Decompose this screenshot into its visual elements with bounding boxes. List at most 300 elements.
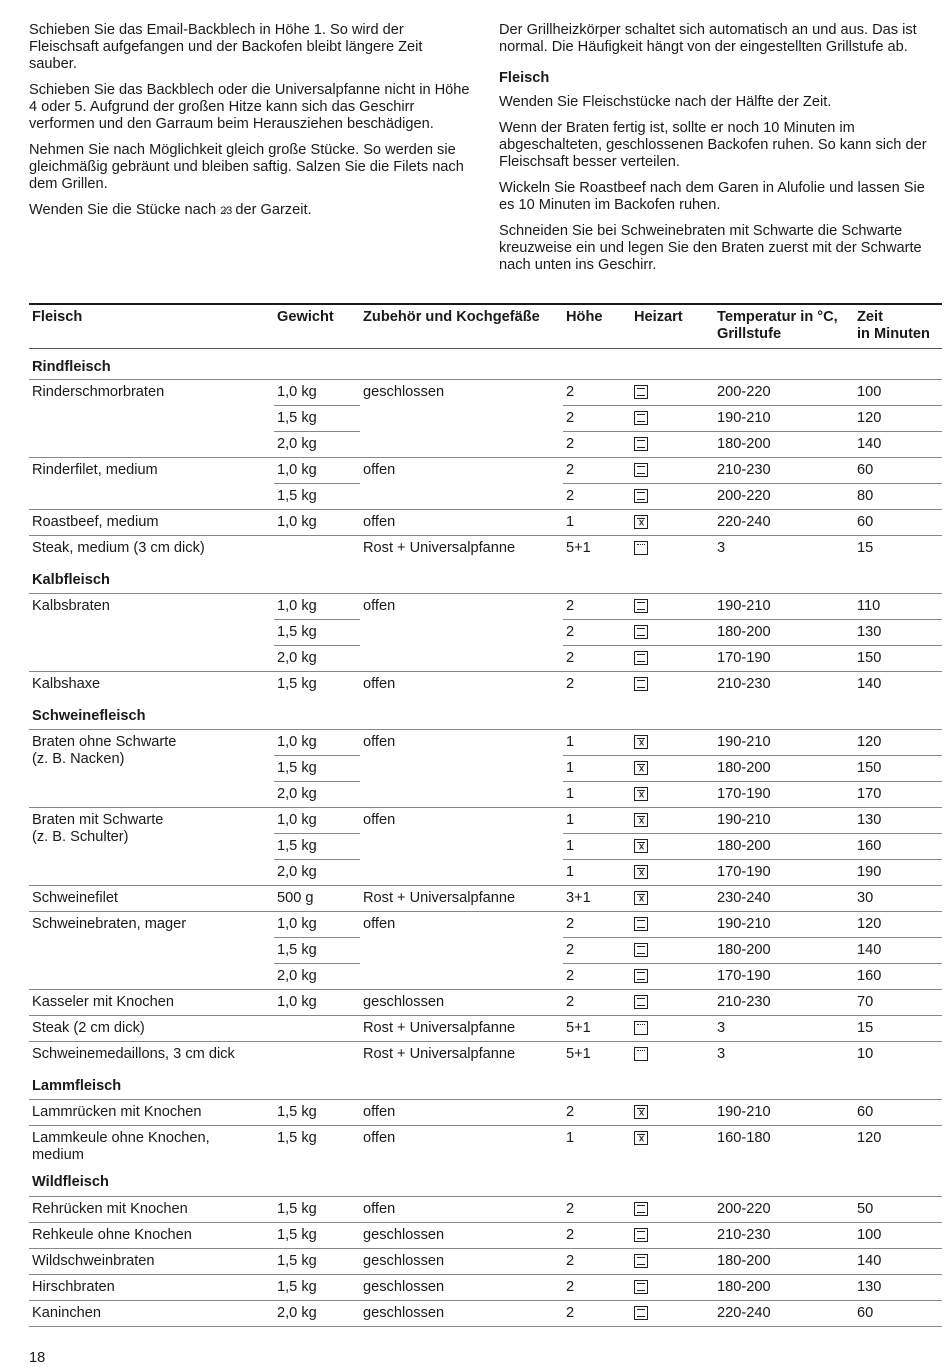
table-row <box>29 912 942 938</box>
level-cell: 2 <box>563 458 631 484</box>
temperature-cell: 3 <box>714 1042 854 1068</box>
weight-cell: 2,0 kg <box>274 782 360 808</box>
level-cell: 2 <box>563 964 631 990</box>
accessory-cell: geschlossen <box>360 1222 563 1248</box>
section-title: Kalbfleisch <box>29 562 942 594</box>
time-cell: 120 <box>857 734 882 750</box>
time-cell: 30 <box>854 886 942 912</box>
table-row <box>29 730 942 756</box>
temperature-cell: 170-190 <box>714 964 854 990</box>
ober-unterhitze-icon <box>634 1228 648 1242</box>
weight-cell: 1,5 kg <box>274 1126 360 1165</box>
meat-name-line: Steak (2 cm dick) <box>32 1020 145 1036</box>
meat-name-line: Braten mit Schwarte <box>32 812 164 828</box>
left-paragraph-3: Nehmen Sie nach Möglichkeit gleich große Stücke. So werden sie gleichmäßig gebräunt und bleiben saftig. Salzen Sie die Filets nach dem Grillen. <box>29 142 464 192</box>
level-cell: 1 <box>563 1126 631 1165</box>
table-row <box>29 990 942 1016</box>
heating-mode-cell <box>631 1300 714 1326</box>
time-cell: 120 <box>854 912 942 938</box>
section-title: Wildfleisch <box>29 1164 942 1196</box>
meat-name <box>29 912 274 990</box>
level-cell: 2 <box>563 912 631 938</box>
temperature-cell: 180-200 <box>714 834 854 860</box>
meat-name-line: Roastbeef, medium <box>32 514 159 530</box>
accessory-cell: Rost + Universalpfanne <box>360 1016 563 1042</box>
ober-unterhitze-icon <box>634 625 648 639</box>
heissluft-grillen-icon <box>634 813 648 827</box>
ober-unterhitze-icon <box>634 599 648 613</box>
turn-text-start: Wenden Sie die Stücke nach <box>29 202 221 218</box>
weight-cell: 1,5 kg <box>274 484 360 510</box>
level-cell: 2 <box>566 1200 575 1217</box>
time-cell: 190 <box>854 860 942 886</box>
meat-name-line: Kaninchen <box>32 1304 101 1321</box>
time-cell: 160 <box>854 834 942 860</box>
header-heizart: Heizart <box>631 304 714 349</box>
temperature-cell: 180-200 <box>714 1248 854 1274</box>
table-row <box>29 1016 942 1042</box>
turn-text-end: der Garzeit. <box>231 202 312 218</box>
grill-icon <box>634 541 648 555</box>
meat-name <box>29 1274 274 1300</box>
time-cell: 150 <box>854 756 942 782</box>
heating-mode-cell <box>631 672 714 698</box>
right-paragraph-3: Wickeln Sie Roastbeef nach dem Garen in Alufolie und lassen Sie es 10 Minuten im Backofen ruhen. <box>499 180 925 213</box>
weight-cell: 1,0 kg <box>274 990 360 1016</box>
level-cell: 2 <box>563 1222 631 1248</box>
meat-name-line: Schweinemedaillons, 3 cm dick <box>32 1046 235 1062</box>
meat-cooking-table <box>29 303 942 1327</box>
level-cell: 2 <box>563 406 631 432</box>
level-cell: 1 <box>563 808 631 834</box>
header-temperatur-line2: Grillstufe <box>717 326 782 342</box>
temperature-cell: 190-210 <box>717 598 771 614</box>
section-row <box>29 349 942 380</box>
table-row <box>29 1196 942 1222</box>
left-paragraph-2: Schieben Sie das Backblech oder die Universalpfanne nicht in Höhe 4 oder 5. Aufgrund der großen Hitze kann sich das Geschirr verformen und den Garraum beim Herausziehen beschädigen. <box>29 82 470 132</box>
section-row <box>29 562 942 594</box>
meat-name <box>29 990 274 1016</box>
heissluft-grillen-icon <box>634 839 648 853</box>
temperature-cell: 220-240 <box>714 510 854 536</box>
level-cell: 2 <box>563 1274 631 1300</box>
ober-unterhitze-icon <box>634 917 648 931</box>
meat-name <box>29 1126 274 1165</box>
accessory-cell: Rost + Universalpfanne <box>360 1042 563 1068</box>
temperature-cell: 210-230 <box>714 1222 854 1248</box>
temperature-cell: 170-190 <box>714 860 854 886</box>
meat-name <box>29 1300 274 1326</box>
table-row <box>29 1222 942 1248</box>
heating-mode-cell <box>631 620 714 646</box>
weight-cell: 1,0 kg <box>274 510 360 536</box>
weight-cell: 2,0 kg <box>274 432 360 458</box>
level-cell: 5+1 <box>563 536 631 562</box>
table-row <box>29 1126 942 1165</box>
heissluft-grillen-icon <box>634 761 648 775</box>
time-cell: 120 <box>854 406 942 432</box>
level-cell: 2 <box>563 620 631 646</box>
section-row <box>29 698 942 730</box>
time-cell: 60 <box>854 458 942 484</box>
accessory-cell: Rost + Universalpfanne <box>360 536 563 562</box>
ober-unterhitze-icon <box>634 677 648 691</box>
heating-mode-cell <box>631 860 714 886</box>
accessory-cell: offen <box>360 912 563 990</box>
time-cell: 70 <box>854 990 942 1016</box>
time-cell: 140 <box>854 938 942 964</box>
temperature-cell: 210-230 <box>714 458 854 484</box>
heating-mode-cell <box>631 594 714 620</box>
level-cell: 2 <box>566 1104 575 1120</box>
level-cell: 1 <box>566 734 575 750</box>
level-cell: 5+1 <box>563 1016 631 1042</box>
section-title: Schweinefleisch <box>29 698 942 730</box>
heating-mode-cell <box>631 406 714 432</box>
heating-mode-cell <box>631 1126 714 1165</box>
time-cell: 60 <box>854 510 942 536</box>
accessory-cell: offen <box>363 1200 396 1217</box>
level-cell: 2 <box>566 384 575 400</box>
heating-mode-cell <box>631 1222 714 1248</box>
heating-mode-cell <box>631 808 714 834</box>
header-temperatur-line1: Temperatur in °C, <box>717 309 838 325</box>
weight-cell: 1,0 kg <box>274 912 360 938</box>
right-intro-paragraph: Der Grillheizkörper schaltet sich automatisch an und aus. Das ist normal. Die Häufigkeit hängt von der eingestellten Grillstufe ab. <box>499 22 917 55</box>
right-paragraph-4: Schneiden Sie bei Schweinebraten mit Schwarte die Schwarte kreuzweise ein und legen Sie den Braten zuerst mit der Schwarte nach unten ins Geschirr. <box>499 223 922 273</box>
level-cell: 2 <box>563 484 631 510</box>
weight-cell: 500 g <box>274 886 360 912</box>
weight-cell: 1,5 kg <box>274 1222 360 1248</box>
level-cell: 2 <box>563 1248 631 1274</box>
section-row <box>29 1068 942 1100</box>
time-cell: 140 <box>854 672 942 698</box>
weight-cell <box>274 536 360 562</box>
temperature-cell: 200-220 <box>717 384 771 400</box>
weight-cell <box>274 1016 360 1042</box>
header-zeit <box>854 304 942 349</box>
weight-cell: 1,5 kg <box>277 1200 317 1217</box>
weight-cell: 1,0 kg <box>277 384 317 400</box>
accessory-cell: offen <box>363 734 396 750</box>
heating-mode-cell <box>631 458 714 484</box>
ober-unterhitze-icon <box>634 385 648 399</box>
right-paragraph-2: Wenn der Braten fertig ist, sollte er noch 10 Minuten im abgeschalteten, geschlossenen Backofen ruhen. So kann sich der Fleischsaft besser verteilen. <box>499 120 927 170</box>
heating-mode-cell <box>631 1042 714 1068</box>
weight-cell: 1,5 kg <box>274 756 360 782</box>
heating-mode-cell <box>631 912 714 938</box>
weight-cell: 1,0 kg <box>277 598 317 614</box>
heating-mode-cell <box>631 432 714 458</box>
section-row <box>29 1164 942 1196</box>
weight-cell: 1,5 kg <box>274 1274 360 1300</box>
accessory-cell: geschlossen <box>360 990 563 1016</box>
accessory-cell: geschlossen <box>360 1300 563 1326</box>
weight-cell: 1,5 kg <box>274 834 360 860</box>
time-cell: 170 <box>854 782 942 808</box>
meat-name <box>29 1222 274 1248</box>
meat-name <box>29 730 274 808</box>
ober-unterhitze-icon <box>634 1280 648 1294</box>
meat-name <box>29 1100 274 1126</box>
ober-unterhitze-icon <box>634 969 648 983</box>
temperature-cell: 190-210 <box>717 1104 771 1120</box>
meat-name-line: Kasseler mit Knochen <box>32 994 174 1010</box>
right-text-column <box>499 22 941 283</box>
heating-mode-cell <box>631 886 714 912</box>
temperature-cell: 190-210 <box>717 734 771 750</box>
header-gewicht: Gewicht <box>274 304 360 349</box>
level-cell: 2 <box>563 990 631 1016</box>
time-cell: 140 <box>854 432 942 458</box>
time-cell: 100 <box>857 384 882 400</box>
temperature-cell: 180-200 <box>714 756 854 782</box>
meat-name-line: Rehkeule ohne Knochen <box>32 1226 192 1243</box>
weight-cell: 1,5 kg <box>274 406 360 432</box>
weight-cell: 1,5 kg <box>277 1104 317 1120</box>
weight-cell: 1,0 kg <box>274 458 360 484</box>
ober-unterhitze-icon <box>634 463 648 477</box>
header-zeit-line1: Zeit <box>857 309 883 325</box>
heating-mode-cell <box>631 756 714 782</box>
temperature-cell: 200-220 <box>717 1200 771 1217</box>
heating-mode-cell <box>631 484 714 510</box>
weight-cell: 2,0 kg <box>274 860 360 886</box>
meat-name-line: Schweinefilet <box>32 890 118 906</box>
heissluft-grillen-icon <box>634 1131 648 1145</box>
heating-mode-cell <box>631 1016 714 1042</box>
heating-mode-cell <box>631 380 714 406</box>
meat-name-line: (z. B. Nacken) <box>32 751 125 767</box>
ober-unterhitze-icon <box>634 1254 648 1268</box>
accessory-cell: offen <box>360 510 563 536</box>
accessory-cell: offen <box>360 672 563 698</box>
heating-mode-cell <box>631 1274 714 1300</box>
weight-cell: 2,0 kg <box>274 964 360 990</box>
table-row <box>29 594 942 620</box>
meat-name <box>29 458 274 510</box>
heissluft-grillen-icon <box>634 1105 648 1119</box>
weight-cell: 2,0 kg <box>274 1300 360 1326</box>
header-temperatur <box>714 304 854 349</box>
ober-unterhitze-icon <box>634 995 648 1009</box>
table-row <box>29 808 942 834</box>
level-cell: 1 <box>563 834 631 860</box>
heissluft-grillen-icon <box>634 891 648 905</box>
ober-unterhitze-icon <box>634 437 648 451</box>
heating-mode-cell <box>631 510 714 536</box>
temperature-cell: 200-220 <box>714 484 854 510</box>
accessory-cell: offen <box>360 458 563 510</box>
time-cell: 100 <box>854 1222 942 1248</box>
accessory-cell: Rost + Universalpfanne <box>360 886 563 912</box>
section-title: Rindfleisch <box>29 349 942 380</box>
heissluft-grillen-icon <box>634 735 648 749</box>
weight-cell: 2,0 kg <box>274 646 360 672</box>
meat-name <box>29 672 274 698</box>
temperature-cell: 180-200 <box>714 938 854 964</box>
meat-name <box>29 808 274 886</box>
table-row <box>29 380 942 406</box>
table-row <box>29 886 942 912</box>
time-cell: 60 <box>857 1104 874 1120</box>
table-body <box>29 349 942 1327</box>
temperature-cell: 230-240 <box>714 886 854 912</box>
header-zeit-line2: in Minuten <box>857 326 930 342</box>
heating-mode-cell <box>631 1248 714 1274</box>
meat-name-line: Kalbshaxe <box>32 676 101 692</box>
ober-unterhitze-icon <box>634 943 648 957</box>
accessory-cell: geschlossen <box>360 1274 563 1300</box>
weight-cell: 1,5 kg <box>274 1248 360 1274</box>
weight-cell <box>274 1042 360 1068</box>
temperature-cell: 210-230 <box>714 672 854 698</box>
table-row <box>29 1248 942 1274</box>
level-cell: 5+1 <box>563 1042 631 1068</box>
accessory-cell: geschlossen <box>360 1248 563 1274</box>
grill-icon <box>634 1047 648 1061</box>
meat-name-line: Rinderfilet, medium <box>32 462 158 478</box>
temperature-cell: 190-210 <box>714 808 854 834</box>
time-cell: 130 <box>854 808 942 834</box>
heating-mode-cell <box>631 730 714 756</box>
ober-unterhitze-icon <box>634 1306 648 1320</box>
section-title: Lammfleisch <box>29 1068 942 1100</box>
meat-name-line: Braten ohne Schwarte <box>32 734 177 750</box>
meat-name-line: Steak, medium (3 cm dick) <box>32 540 205 556</box>
time-cell: 50 <box>857 1200 874 1217</box>
temperature-cell: 180-200 <box>714 432 854 458</box>
time-cell: 110 <box>857 598 881 614</box>
level-cell: 1 <box>563 756 631 782</box>
heating-mode-cell <box>631 964 714 990</box>
table-row <box>29 1274 942 1300</box>
left-paragraph-4 <box>29 202 471 220</box>
time-cell: 130 <box>854 620 942 646</box>
header-fleisch: Fleisch <box>29 304 274 349</box>
time-cell: 15 <box>854 1016 942 1042</box>
ober-unterhitze-icon <box>634 651 648 665</box>
meat-name <box>29 1248 274 1274</box>
accessory-cell: geschlossen <box>363 384 445 400</box>
meat-name-line: Kalbsbraten <box>32 598 110 614</box>
temperature-cell: 210-230 <box>714 990 854 1016</box>
grill-icon <box>634 1021 648 1035</box>
meat-name-line: (z. B. Schulter) <box>32 829 129 845</box>
meat-name-line: Wildschweinbraten <box>32 1252 155 1269</box>
meat-name-line: Rinderschmorbraten <box>32 384 165 400</box>
table-row <box>29 1300 942 1326</box>
temperature-cell: 180-200 <box>714 1274 854 1300</box>
accessory-cell: offen <box>363 1104 396 1120</box>
heating-mode-cell <box>631 1196 714 1222</box>
weight-cell: 1,5 kg <box>274 938 360 964</box>
time-cell: 15 <box>854 536 942 562</box>
level-cell: 2 <box>563 646 631 672</box>
level-cell: 3+1 <box>563 886 631 912</box>
table-row <box>29 672 942 698</box>
time-cell: 10 <box>854 1042 942 1068</box>
fleisch-heading: Fleisch <box>499 70 550 86</box>
heating-mode-cell <box>631 990 714 1016</box>
heissluft-grillen-icon <box>634 515 648 529</box>
weight-cell: 1,5 kg <box>274 620 360 646</box>
heissluft-grillen-icon <box>634 865 648 879</box>
temperature-cell: 190-210 <box>714 912 854 938</box>
table-row <box>29 536 942 562</box>
temperature-cell: 3 <box>714 536 854 562</box>
left-paragraph-1: Schieben Sie das Email-Backblech in Höhe 1. So wird der Fleischsaft aufgefangen und der Backofen bleibt längere Zeit sauber. <box>29 22 423 72</box>
header-zubehoer: Zubehör und Kochgefäße <box>360 304 563 349</box>
table-header-row <box>29 304 942 349</box>
level-cell: 1 <box>563 510 631 536</box>
weight-cell: 1,5 kg <box>274 672 360 698</box>
meat-name-line: Lammkeule ohne Knochen, <box>32 1130 210 1146</box>
heating-mode-cell <box>631 646 714 672</box>
temperature-cell: 180-200 <box>714 620 854 646</box>
heating-mode-cell <box>631 536 714 562</box>
level-cell: 1 <box>563 860 631 886</box>
meat-name <box>29 1196 274 1222</box>
level-cell: 2 <box>563 672 631 698</box>
fraction-two-thirds: 2⁄3 <box>220 205 232 217</box>
level-cell: 1 <box>563 782 631 808</box>
heating-mode-cell <box>631 1100 714 1126</box>
time-cell: 60 <box>854 1300 942 1326</box>
accessory-cell: offen <box>363 598 396 614</box>
weight-cell: 1,0 kg <box>277 734 317 750</box>
time-cell: 150 <box>854 646 942 672</box>
accessory-cell: offen <box>360 808 563 886</box>
time-cell: 140 <box>854 1248 942 1274</box>
temperature-cell: 170-190 <box>714 646 854 672</box>
ober-unterhitze-icon <box>634 411 648 425</box>
header-hoehe: Höhe <box>563 304 631 349</box>
heating-mode-cell <box>631 834 714 860</box>
level-cell: 2 <box>566 598 575 614</box>
temperature-cell: 220-240 <box>714 1300 854 1326</box>
ober-unterhitze-icon <box>634 489 648 503</box>
time-cell: 160 <box>854 964 942 990</box>
meat-name <box>29 1016 274 1042</box>
meat-name-line: Schweinebraten, mager <box>32 916 187 932</box>
meat-name-line: medium <box>32 1147 84 1163</box>
temperature-cell: 160-180 <box>714 1126 854 1165</box>
time-cell: 120 <box>854 1126 942 1165</box>
temperature-cell: 170-190 <box>714 782 854 808</box>
time-cell: 80 <box>854 484 942 510</box>
temperature-cell: 190-210 <box>714 406 854 432</box>
meat-name <box>29 510 274 536</box>
heating-mode-cell <box>631 938 714 964</box>
meat-name-line: Lammrücken mit Knochen <box>32 1104 202 1120</box>
heissluft-grillen-icon <box>634 787 648 801</box>
temperature-cell: 3 <box>714 1016 854 1042</box>
meat-name <box>29 886 274 912</box>
table-row <box>29 1100 942 1126</box>
page-number: 18 <box>29 1350 46 1366</box>
meat-name <box>29 594 274 672</box>
meat-name <box>29 536 274 562</box>
table-row <box>29 458 942 484</box>
table-row <box>29 1042 942 1068</box>
table-row <box>29 510 942 536</box>
ober-unterhitze-icon <box>634 1202 648 1216</box>
heating-mode-cell <box>631 782 714 808</box>
weight-cell: 1,0 kg <box>274 808 360 834</box>
right-paragraph-1: Wenden Sie Fleischstücke nach der Hälfte der Zeit. <box>499 94 832 110</box>
left-text-column <box>29 22 471 229</box>
